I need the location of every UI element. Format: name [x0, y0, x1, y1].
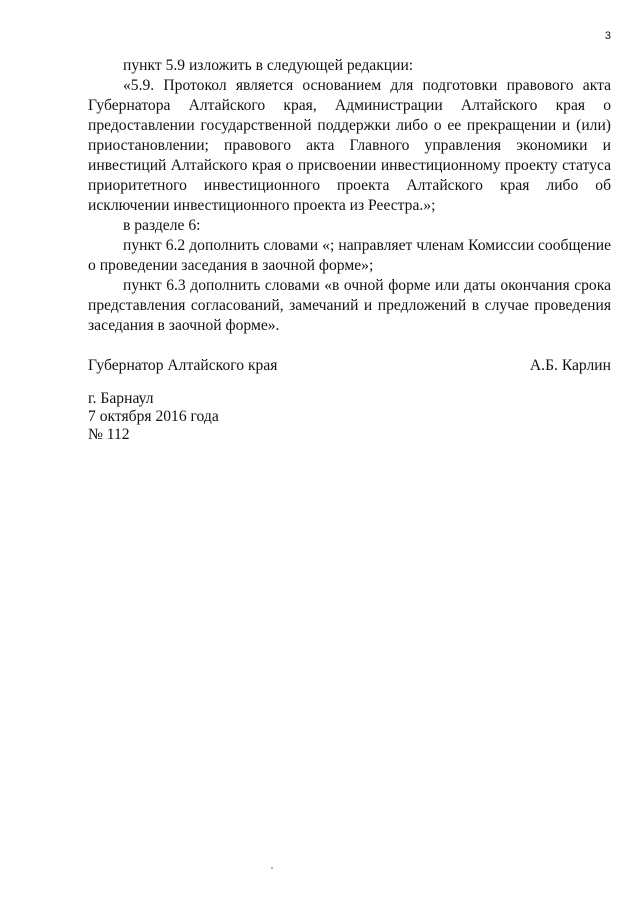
paragraph-item-6-3: пункт 6.3 дополнить словами «в очной форме или даты окончания срока представления согласований, замечаний и предложений в случае проведения заседания в заочной форме». — [88, 277, 611, 334]
paragraph-item-6-2: пункт 6.2 дополнить словами «; направляет членам Комиссии сообщение о проведении заседания в заочной форме»; — [88, 237, 611, 274]
signatory-title: Губернатор Алтайского края — [88, 357, 278, 374]
document-date: 7 октября 2016 года — [88, 408, 219, 425]
paragraph-item-5-9-intro: пункт 5.9 изложить в следующей редакции: — [123, 57, 414, 74]
document-body — [88, 56, 611, 336]
scan-speck — [271, 867, 273, 869]
place-date-block — [88, 390, 219, 444]
document-number: № 112 — [88, 426, 130, 443]
city: г. Барнаул — [88, 390, 154, 407]
page-number: 3 — [604, 30, 611, 42]
paragraph-section-6: в разделе 6: — [123, 217, 201, 234]
paragraph-item-5-9-text: «5.9. Протокол является основанием для подготовки правового акта Губернатора Алтайского края, Администрации Алтайского края о предоставлении государственной поддержки либо о ее прекращении и (или) приостановлении; правового акта Главного управления экономики и инвестиций Алтайского края о присвоении инвестиционному проекту статуса приоритетного инвестиционного проекта Алтайского края либо об исключении инвестиционного проекта из Реестра.»; — [88, 77, 611, 214]
signatory-name: А.Б. Карлин — [529, 357, 611, 374]
